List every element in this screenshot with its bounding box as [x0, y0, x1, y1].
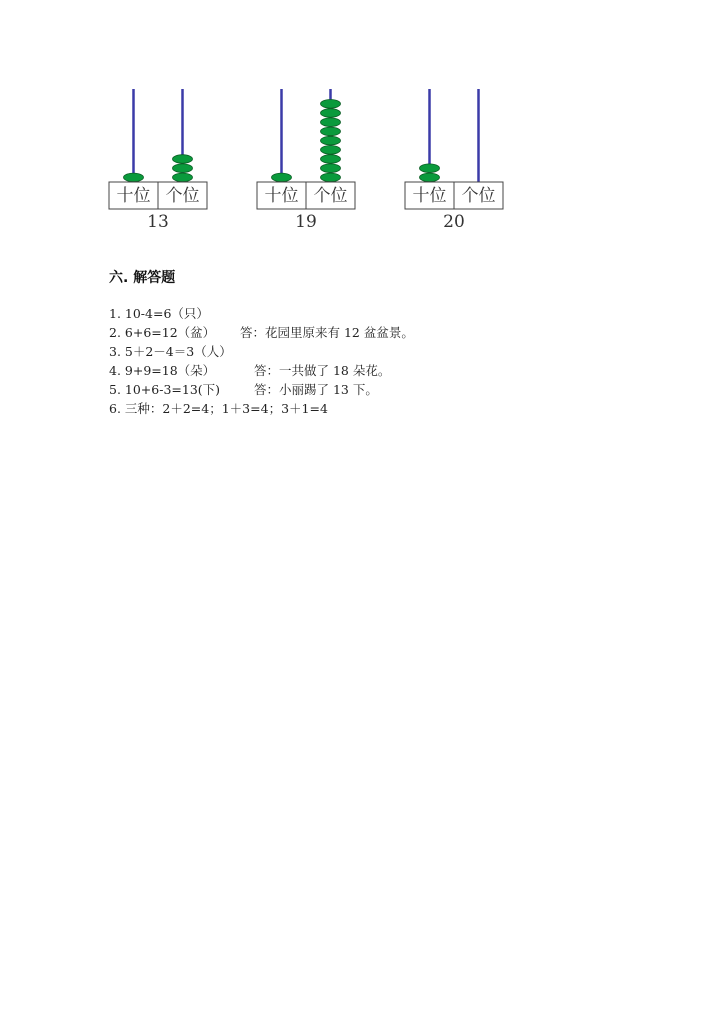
tens-place-label: 十位 — [116, 186, 151, 206]
abacus-figures — [0, 0, 720, 240]
ones-bead — [173, 155, 193, 164]
answer-equation: 4. 9+9=18（朵） — [109, 363, 216, 378]
answer-reply: 答：一共做了 18 朵花。 — [254, 363, 391, 378]
answer-reply: 答：花园里原来有 12 盆盆景。 — [240, 325, 414, 340]
ones-place-label: 个位 — [313, 186, 348, 206]
tens-bead — [420, 173, 440, 182]
tens-place-label: 十位 — [412, 186, 447, 206]
ones-bead — [321, 164, 341, 173]
ones-place-label: 个位 — [165, 186, 200, 206]
abacus-number: 20 — [443, 212, 465, 232]
ones-bead — [321, 127, 341, 136]
abacus-2 — [257, 89, 355, 232]
ones-bead — [321, 100, 341, 109]
tens-bead — [420, 164, 440, 173]
tens-bead — [124, 173, 144, 182]
answer-equation: 5. 10+6-3=13(下) — [109, 382, 221, 397]
ones-bead — [321, 155, 341, 164]
ones-bead — [321, 136, 341, 145]
answer-equation: 1. 10-4=6（只） — [109, 306, 209, 321]
answer-equation: 3. 5＋2－4＝3（人） — [109, 344, 232, 359]
tens-bead — [272, 173, 292, 182]
ones-bead — [321, 146, 341, 155]
ones-place-label: 个位 — [461, 186, 496, 206]
abacus-3 — [405, 89, 503, 232]
abacus-number: 13 — [147, 212, 169, 232]
answer-equation: 6. 三种：2＋2=4；1＋3=4；3＋1=4 — [109, 401, 328, 416]
abacus-1 — [109, 89, 207, 232]
ones-bead — [173, 173, 193, 182]
ones-bead — [321, 173, 341, 182]
section-title: 六. 解答题 — [109, 270, 176, 286]
answer-equation: 2. 6+6=12（盆） — [109, 325, 216, 340]
tens-place-label: 十位 — [264, 186, 299, 206]
answer-reply: 答：小丽踢了 13 下。 — [254, 382, 378, 397]
ones-bead — [173, 164, 193, 173]
ones-bead — [321, 118, 341, 127]
ones-bead — [321, 109, 341, 118]
abacus-number: 19 — [295, 212, 317, 232]
